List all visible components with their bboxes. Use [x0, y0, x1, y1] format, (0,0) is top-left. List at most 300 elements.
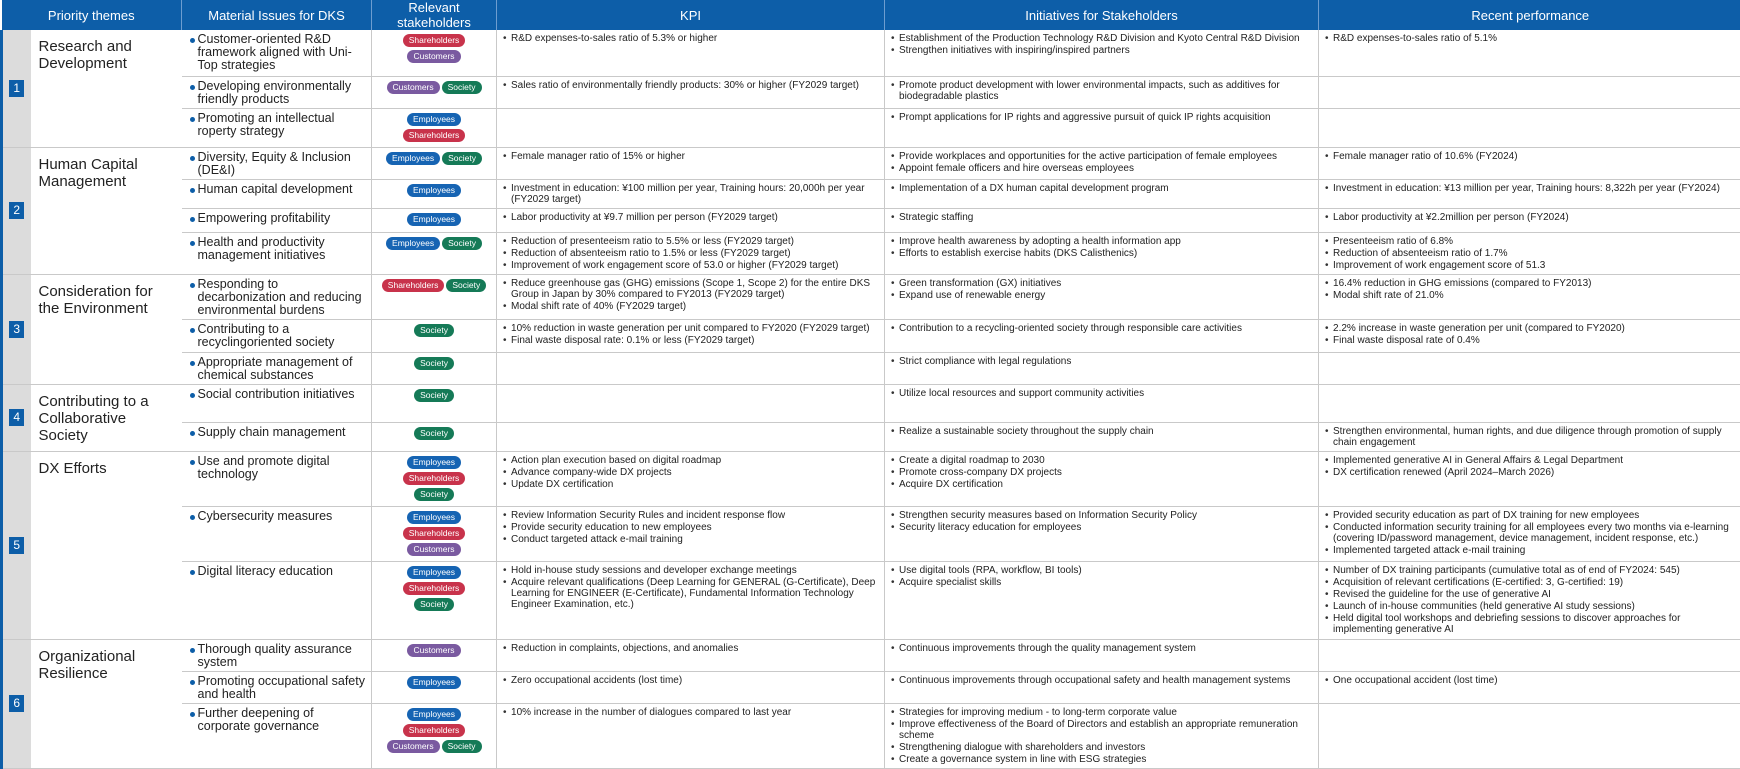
stakeholders-cell [372, 319, 497, 352]
badge-line [379, 389, 489, 405]
badge-line [379, 708, 489, 740]
stakeholder-badge-employees: Employees [407, 113, 461, 126]
material-issue-name: Human capital development [198, 182, 353, 196]
material-issue-cell [182, 319, 372, 352]
performance-cell [1319, 232, 1740, 274]
material-issue-cell [182, 506, 372, 561]
material-issue-name: Digital literacy education [198, 564, 334, 578]
table-row [2, 422, 1740, 451]
material-issue-name: Thorough quality assurance system [198, 642, 352, 669]
bullet-list [503, 151, 878, 162]
material-issue-cell [182, 422, 372, 451]
list-item: • Revised the guideline for the use of generative AI [1325, 589, 1736, 600]
material-issue-name: Customer-oriented R&D framework aligned with Uni-Top strategies [198, 32, 352, 72]
list-item: • Zero occupational accidents (lost time) [503, 675, 878, 686]
theme-number-cell [2, 274, 31, 384]
bullet-dot-icon [190, 515, 195, 520]
table-row [2, 108, 1740, 147]
list-item: • 2.2% increase in waste generation per unit (compared to FY2020) [1325, 323, 1736, 334]
initiatives-cell [885, 319, 1319, 352]
bullet-list [1325, 565, 1736, 635]
stakeholder-badges [379, 427, 489, 443]
theme-number-cell [2, 147, 31, 274]
list-item: • Reduction of absenteeism ratio of 1.7% [1325, 248, 1736, 259]
list-item: • 16.4% reduction in GHG emissions (compared to FY2013) [1325, 278, 1736, 289]
performance-cell [1319, 384, 1740, 422]
theme-name: Research and Development [31, 30, 182, 147]
material-issue-cell [182, 639, 372, 671]
bullet-list [503, 183, 878, 205]
table-row [2, 147, 1740, 179]
bullet-list [503, 33, 878, 44]
header-recent-performance: Recent performance [1319, 0, 1740, 30]
stakeholder-badges [379, 184, 489, 200]
list-item: • Security literacy education for employees [891, 522, 1312, 533]
list-item: • Expand use of renewable energy [891, 290, 1312, 301]
bullet-dot-icon [190, 570, 195, 575]
kpi-cell [497, 208, 885, 232]
list-item: • Create a digital roadmap to 2030 [891, 455, 1312, 466]
initiatives-cell [885, 639, 1319, 671]
stakeholder-badge-customers: Customers [387, 81, 440, 94]
list-item: • Strengthening dialogue with shareholders and investors [891, 742, 1312, 753]
badge-line [379, 324, 489, 340]
theme-number: 2 [9, 202, 24, 219]
stakeholder-badge-shareholders: Shareholders [403, 34, 466, 47]
badge-line [379, 566, 489, 598]
stakeholders-cell [372, 561, 497, 639]
kpi-cell [497, 639, 885, 671]
table-row [2, 274, 1740, 319]
badge-line [379, 184, 489, 200]
stakeholder-badges [379, 357, 489, 373]
initiatives-cell [885, 422, 1319, 451]
bullet-list [891, 33, 1312, 56]
stakeholder-badge-employees: Employees [407, 511, 461, 524]
performance-cell [1319, 319, 1740, 352]
stakeholders-cell [372, 76, 497, 108]
bullet-list [503, 707, 878, 718]
table-row [2, 232, 1740, 274]
bullet-list [891, 675, 1312, 686]
bullet-dot-icon [190, 156, 195, 161]
theme-name: Human Capital Management [31, 147, 182, 274]
bullet-list [891, 707, 1312, 765]
bullet-list [503, 212, 878, 223]
list-item: • Strict compliance with legal regulations [891, 356, 1312, 367]
stakeholder-badge-society: Society [414, 357, 454, 370]
stakeholder-badge-society: Society [442, 740, 482, 753]
list-item: • Utilize local resources and support community activities [891, 388, 1312, 399]
list-item: • Acquire DX certification [891, 479, 1312, 490]
bullet-list [891, 151, 1312, 174]
initiatives-cell [885, 671, 1319, 703]
bullet-dot-icon [190, 283, 195, 288]
stakeholders-cell [372, 232, 497, 274]
stakeholder-badge-employees: Employees [386, 152, 440, 165]
bullet-list [891, 236, 1312, 259]
material-issue-cell [182, 561, 372, 639]
performance-cell [1319, 639, 1740, 671]
stakeholder-badges [379, 213, 489, 229]
bullet-dot-icon [190, 117, 195, 122]
bullet-list [1325, 510, 1736, 556]
performance-cell [1319, 422, 1740, 451]
initiatives-cell [885, 108, 1319, 147]
bullet-list [1325, 675, 1736, 686]
material-issue-name: Health and productivity management initiatives [198, 235, 326, 262]
stakeholders-cell [372, 208, 497, 232]
stakeholders-cell [372, 179, 497, 208]
stakeholder-badges [379, 237, 489, 253]
list-item: • Improvement of work engagement score of 51.3 [1325, 260, 1736, 271]
list-item: • Provide workplaces and opportunities for the active participation of female employees [891, 151, 1312, 162]
badge-line [379, 113, 489, 145]
material-issue-name: Promoting occupational safety and health [198, 674, 365, 701]
theme-number-cell [2, 451, 31, 639]
list-item: • Labor productivity at ¥2.2million per person (FY2024) [1325, 212, 1736, 223]
material-issue-cell [182, 274, 372, 319]
stakeholder-badge-shareholders: Shareholders [403, 129, 466, 142]
bullet-list [891, 356, 1312, 367]
material-issue-name: Responding to decarbonization and reducing environmental burdens [198, 277, 362, 317]
table-row [2, 76, 1740, 108]
stakeholder-badges [379, 279, 489, 295]
badge-line [379, 279, 489, 295]
material-issue-cell [182, 232, 372, 274]
material-issue-cell [182, 208, 372, 232]
stakeholder-badge-shareholders: Shareholders [403, 527, 466, 540]
initiatives-cell [885, 703, 1319, 768]
material-issue-name: Appropriate management of chemical substances [198, 355, 353, 382]
bullet-list [503, 565, 878, 610]
badge-line [379, 598, 489, 614]
performance-cell [1319, 30, 1740, 76]
table-row [2, 703, 1740, 768]
bullet-list [891, 643, 1312, 654]
kpi-cell [497, 671, 885, 703]
list-item: • Investment in education: ¥100 million per year, Training hours: 20,000h per year (FY2029 target) [503, 183, 878, 205]
bullet-list [1325, 33, 1736, 44]
theme-number: 5 [9, 537, 24, 554]
kpi-cell [497, 108, 885, 147]
list-item: • Strengthen initiatives with inspiring/inspired partners [891, 45, 1312, 56]
list-item: • Prompt applications for IP rights and aggressive pursuit of quick IP rights acquisition [891, 112, 1312, 123]
bullet-list [503, 323, 878, 346]
bullet-dot-icon [190, 712, 195, 717]
stakeholder-badges [379, 389, 489, 405]
material-issue-cell [182, 352, 372, 384]
material-issue-cell [182, 671, 372, 703]
performance-cell [1319, 451, 1740, 506]
stakeholders-cell [372, 384, 497, 422]
list-item: • Action plan execution based on digital roadmap [503, 455, 878, 466]
list-item: • Investment in education: ¥13 million per year, Training hours: 8,322h per year (FY2024) [1325, 183, 1736, 194]
performance-cell [1319, 561, 1740, 639]
material-issue-name: Social contribution initiatives [198, 387, 355, 401]
material-issue-name: Diversity, Equity & Inclusion (DE&I) [198, 150, 351, 177]
material-issue-name: Promoting an intellectual roperty strategy [198, 111, 335, 138]
list-item: • Presenteeism ratio of 6.8% [1325, 236, 1736, 247]
material-issue-cell [182, 30, 372, 76]
stakeholder-badge-customers: Customers [387, 740, 440, 753]
list-item: • R&D expenses-to-sales ratio of 5.3% or higher [503, 33, 878, 44]
bullet-list [1325, 212, 1736, 223]
kpi-cell [497, 232, 885, 274]
list-item: • Acquisition of relevant certifications (E-certified: 3, G-certified: 19) [1325, 577, 1736, 588]
list-item: • Strengthen security measures based on Information Security Policy [891, 510, 1312, 521]
list-item: • Strategies for improving medium - to long-term corporate value [891, 707, 1312, 718]
list-item: • Continuous improvements through the quality management system [891, 643, 1312, 654]
kpi-cell [497, 76, 885, 108]
bullet-list [891, 112, 1312, 123]
stakeholder-badges [379, 676, 489, 692]
header-row [2, 0, 1740, 30]
badge-line [379, 237, 489, 253]
stakeholder-badge-society: Society [446, 279, 486, 292]
list-item: • Implemented generative AI in General Affairs & Legal Department [1325, 455, 1736, 466]
kpi-cell [497, 451, 885, 506]
list-item: • Review Information Security Rules and incident response flow [503, 510, 878, 521]
list-item: • Continuous improvements through occupational safety and health management systems [891, 675, 1312, 686]
material-issue-cell [182, 703, 372, 768]
table-row [2, 179, 1740, 208]
stakeholders-cell [372, 671, 497, 703]
bullet-list [503, 455, 878, 490]
list-item: • Green transformation (GX) initiatives [891, 278, 1312, 289]
header-kpi: KPI [497, 0, 885, 30]
initiatives-cell [885, 76, 1319, 108]
bullet-list [503, 80, 878, 91]
performance-cell [1319, 506, 1740, 561]
bullet-dot-icon [190, 328, 195, 333]
list-item: • One occupational accident (lost time) [1325, 675, 1736, 686]
stakeholder-badge-employees: Employees [407, 566, 461, 579]
stakeholders-cell [372, 108, 497, 147]
bullet-dot-icon [190, 361, 195, 366]
stakeholder-badge-society: Society [414, 598, 454, 611]
initiatives-cell [885, 208, 1319, 232]
kpi-cell [497, 179, 885, 208]
theme-name: Contributing to a Collaborative Society [31, 384, 182, 451]
list-item: • Advance company-wide DX projects [503, 467, 878, 478]
list-item: • Conduct targeted attack e-mail training [503, 534, 878, 545]
initiatives-cell [885, 352, 1319, 384]
theme-name: Consideration for the Environment [31, 274, 182, 384]
performance-cell [1319, 703, 1740, 768]
bullet-list [891, 323, 1312, 334]
stakeholders-cell [372, 451, 497, 506]
list-item: • Create a governance system in line with ESG strategies [891, 754, 1312, 765]
badge-line [379, 427, 489, 443]
stakeholder-badge-shareholders: Shareholders [403, 724, 466, 737]
list-item: • Final waste disposal rate: 0.1% or less (FY2029 target) [503, 335, 878, 346]
table-row [2, 451, 1740, 506]
stakeholder-badge-employees: Employees [407, 676, 461, 689]
list-item: • Modal shift rate of 40% (FY2029 target) [503, 301, 878, 312]
theme-number-cell [2, 30, 31, 147]
list-item: • Conducted information security training for all employees every two months via e-learning (covering ID/password management, device management, incident response, etc.) [1325, 522, 1736, 544]
bullet-dot-icon [190, 217, 195, 222]
table-row [2, 671, 1740, 703]
stakeholder-badge-society: Society [442, 81, 482, 94]
list-item: • Final waste disposal rate of 0.4% [1325, 335, 1736, 346]
list-item: • Number of DX training participants (cumulative total as of end of FY2024: 545) [1325, 565, 1736, 576]
stakeholder-badge-society: Society [414, 488, 454, 501]
material-issue-cell [182, 108, 372, 147]
kpi-cell [497, 352, 885, 384]
material-issue-cell [182, 147, 372, 179]
stakeholder-badge-employees: Employees [407, 456, 461, 469]
kpi-cell [497, 561, 885, 639]
performance-cell [1319, 147, 1740, 179]
stakeholder-badges [379, 644, 489, 660]
initiatives-cell [885, 384, 1319, 422]
header-priority-themes: Priority themes [2, 0, 182, 30]
kpi-cell [497, 319, 885, 352]
list-item: • R&D expenses-to-sales ratio of 5.1% [1325, 33, 1736, 44]
stakeholder-badge-customers: Customers [407, 644, 460, 657]
table-row [2, 352, 1740, 384]
performance-cell [1319, 208, 1740, 232]
list-item: • Reduction of absenteeism ratio to 1.5% or less (FY2029 target) [503, 248, 878, 259]
performance-cell [1319, 274, 1740, 319]
theme-number-cell [2, 384, 31, 451]
badge-line [379, 740, 489, 756]
badge-line [379, 543, 489, 559]
bullet-list [891, 455, 1312, 490]
stakeholder-badges [379, 113, 489, 145]
bullet-list [891, 565, 1312, 588]
list-item: • Strategic staffing [891, 212, 1312, 223]
theme-number: 3 [9, 321, 24, 338]
badge-line [379, 34, 489, 66]
stakeholders-cell [372, 639, 497, 671]
bullet-list [1325, 236, 1736, 271]
table-row [2, 319, 1740, 352]
bullet-list [891, 388, 1312, 399]
stakeholder-badge-society: Society [414, 324, 454, 337]
list-item: • 10% reduction in waste generation per unit compared to FY2020 (FY2029 target) [503, 323, 878, 334]
list-item: • Implementation of a DX human capital development program [891, 183, 1312, 194]
bullet-list [1325, 455, 1736, 478]
bullet-dot-icon [190, 241, 195, 246]
header-material-issues: Material Issues for DKS [182, 0, 372, 30]
stakeholder-badge-customers: Customers [407, 50, 460, 63]
initiatives-cell [885, 561, 1319, 639]
stakeholder-badge-employees: Employees [386, 237, 440, 250]
stakeholder-badges [379, 152, 489, 168]
table-body [2, 30, 1740, 768]
bullet-list [891, 183, 1312, 194]
material-issue-cell [182, 384, 372, 422]
bullet-dot-icon [190, 680, 195, 685]
bullet-list [1325, 151, 1736, 162]
list-item: • Promote cross-company DX projects [891, 467, 1312, 478]
list-item: • Improvement of work engagement score of 53.0 or higher (FY2029 target) [503, 260, 878, 271]
kpi-cell [497, 703, 885, 768]
stakeholder-badge-society: Society [414, 427, 454, 440]
bullet-list [503, 278, 878, 312]
bullet-dot-icon [190, 38, 195, 43]
table-row [2, 506, 1740, 561]
stakeholder-badges [379, 511, 489, 559]
bullet-list [891, 212, 1312, 223]
bullet-dot-icon [190, 431, 195, 436]
badge-line [379, 644, 489, 660]
theme-name: DX Efforts [31, 451, 182, 639]
bullet-list [1325, 426, 1736, 448]
initiatives-cell [885, 30, 1319, 76]
bullet-dot-icon [190, 393, 195, 398]
kpi-cell [497, 506, 885, 561]
table-row [2, 639, 1740, 671]
badge-line [379, 357, 489, 373]
material-issue-cell [182, 179, 372, 208]
kpi-cell [497, 384, 885, 422]
theme-number: 1 [9, 80, 24, 97]
stakeholder-badges [379, 324, 489, 340]
stakeholders-cell [372, 30, 497, 76]
stakeholders-cell [372, 506, 497, 561]
stakeholder-badge-society: Society [414, 389, 454, 402]
table-row [2, 384, 1740, 422]
badge-line [379, 81, 489, 97]
list-item: • Hold in-house study sessions and developer exchange meetings [503, 565, 878, 576]
badge-line [379, 213, 489, 229]
list-item: • Reduction in complaints, objections, and anomalies [503, 643, 878, 654]
bullet-list [891, 510, 1312, 533]
bullet-dot-icon [190, 648, 195, 653]
stakeholder-badges [379, 708, 489, 756]
badge-line [379, 456, 489, 488]
bullet-list [891, 426, 1312, 437]
stakeholders-cell [372, 274, 497, 319]
list-item: • Held digital tool workshops and debriefing sessions to discover approaches for implementing generative AI [1325, 613, 1736, 635]
bullet-list [503, 675, 878, 686]
stakeholder-badge-society: Society [442, 152, 482, 165]
initiatives-cell [885, 232, 1319, 274]
bullet-dot-icon [190, 188, 195, 193]
theme-number-cell [2, 639, 31, 768]
list-item: • Contribution to a recycling-oriented society through responsible care activities [891, 323, 1312, 334]
material-issue-name: Contributing to a recyclingoriented society [198, 322, 335, 349]
bullet-list [891, 80, 1312, 102]
stakeholder-badges [379, 34, 489, 66]
bullet-list [891, 278, 1312, 301]
list-item: • Sales ratio of environmentally friendly products: 30% or higher (FY2029 target) [503, 80, 878, 91]
theme-number: 4 [9, 409, 24, 426]
material-issue-cell [182, 76, 372, 108]
header-relevant-stakeholders: Relevant stakeholders [372, 0, 497, 30]
kpi-cell [497, 274, 885, 319]
list-item: • Implemented targeted attack e-mail training [1325, 545, 1736, 556]
stakeholder-badge-customers: Customers [407, 543, 460, 556]
list-item: • Launch of in-house communities (held generative AI study sessions) [1325, 601, 1736, 612]
material-issue-name: Use and promote digital technology [198, 454, 330, 481]
performance-cell [1319, 352, 1740, 384]
stakeholders-cell [372, 147, 497, 179]
badge-line [379, 511, 489, 543]
kpi-cell [497, 30, 885, 76]
list-item: • Establishment of the Production Technology R&D Division and Kyoto Central R&D Division [891, 33, 1312, 44]
material-issue-name: Supply chain management [198, 425, 346, 439]
stakeholder-badges [379, 456, 489, 504]
material-issue-cell [182, 451, 372, 506]
stakeholders-cell [372, 703, 497, 768]
initiatives-cell [885, 451, 1319, 506]
list-item: • Efforts to establish exercise habits (DKS Calisthenics) [891, 248, 1312, 259]
